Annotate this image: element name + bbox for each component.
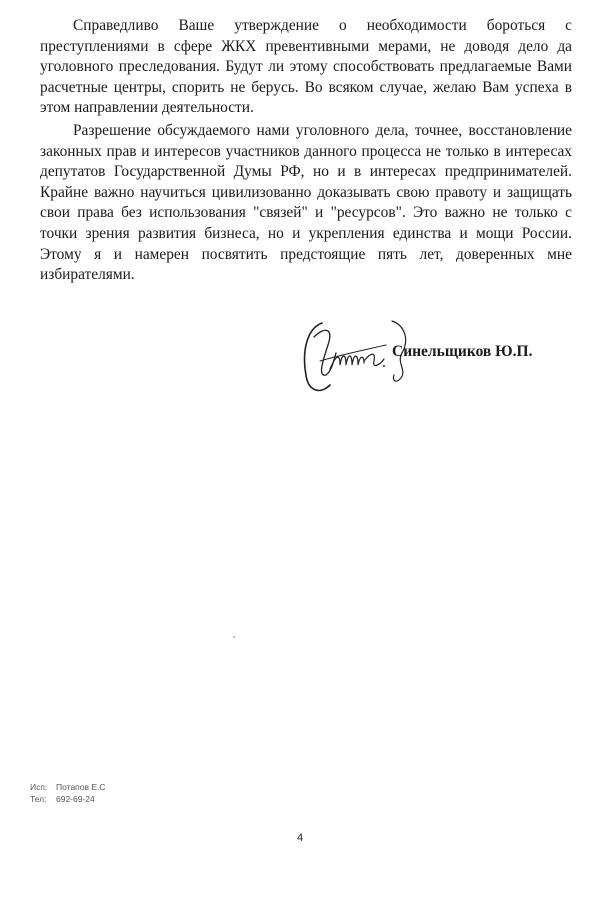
ink-dot <box>383 365 385 367</box>
executor-name: Потапов Е.С <box>56 782 106 792</box>
page-number: 4 <box>296 832 304 844</box>
executor-phone-line <box>30 793 106 805</box>
signature-block <box>300 315 590 405</box>
phone-label: Тел: <box>30 794 47 804</box>
letter-body <box>40 16 572 286</box>
paragraph-criminal-case: Разрешение обсуждаемого нами уголовного дела, точнее, восстановление законных прав и интересов участников данного процесса не только в интересах депутатов Государственной Думы РФ, но и в интересах предпринимателей. Крайне важно научиться цивилизованно доказывать свою правоту и защищать свои права без использования "связей" и "ресурсов". Это важно не только с точки зрения развития бизнеса, но и укрепления единства и мощи России. Этому я и намерен посвятить предстоящие пять лет, доверенных мне избирателями. <box>40 121 572 284</box>
paragraph-prevention: Справедливо Ваше утверждение о необходимости бороться с преступлениями в сфере ЖКХ превентивными мерами, не доводя дело да уголовного преследования. Будут ли этому способствовать предлагаемые Вами расчетные центры, спорить не берусь. Во всяком случае, желаю Вам успеха в этом направлении деятельности. <box>40 17 572 117</box>
scan-speck <box>233 636 235 638</box>
executor-info <box>30 781 106 805</box>
signer-name: Синельщиков Ю.П. <box>392 343 533 360</box>
executor-label: Исп: <box>30 782 48 792</box>
executor-phone: 692-69-24 <box>56 794 95 804</box>
executor-name-line <box>30 781 106 793</box>
